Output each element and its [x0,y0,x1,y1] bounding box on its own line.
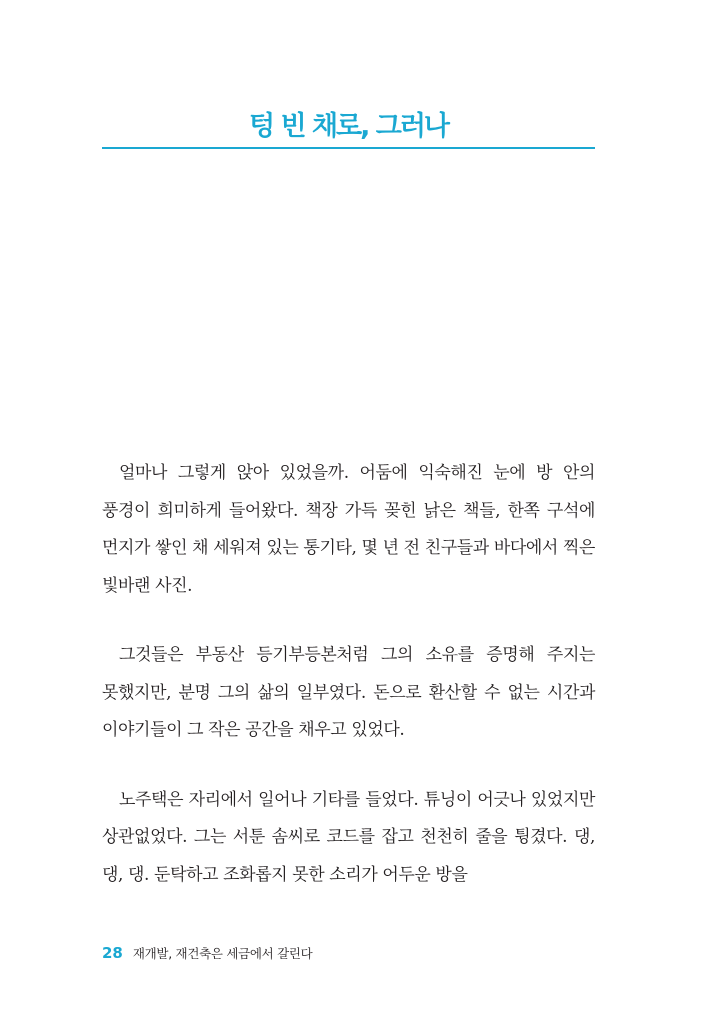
page-footer [102,944,312,962]
page-number: 28 [102,944,123,962]
paragraph-1: 얼마나 그렇게 앉아 있었을까. 어둠에 익숙해진 눈에 방 안의 풍경이 희미하게 들어왔다. 책장 가득 꽂힌 낡은 책들, 한쪽 구석에 먼지가 쌓인 채 세워져 있는 통기타, 몇 년 전 친구들과 바다에서 찍은 빛바랜 사진. [102,463,595,596]
running-book-title: 재개발, 재건축은 세금에서 갈린다 [132,946,313,961]
paragraph-2: 그것들은 부동산 등기부등본처럼 그의 소유를 증명해 주지는 못했지만, 분명 그의 삶의 일부였다. 돈으로 환산할 수 없는 시간과 이야기들이 그 작은 공간을 채우고 있었다. [102,645,595,740]
title-divider [102,147,595,149]
chapter-title: 텅 빈 채로, 그러나 [248,111,449,142]
paragraph-3: 노주택은 자리에서 일어나 기타를 들었다. 튜닝이 어긋나 있었지만 상관없었다. 그는 서툰 솜씨로 코드를 잡고 천천히 줄을 튕겼다. 댕, 댕, 댕. 둔탁하고 조화롭지 못한 소리가 어두운 방을 [102,789,595,885]
body-text [102,455,595,926]
